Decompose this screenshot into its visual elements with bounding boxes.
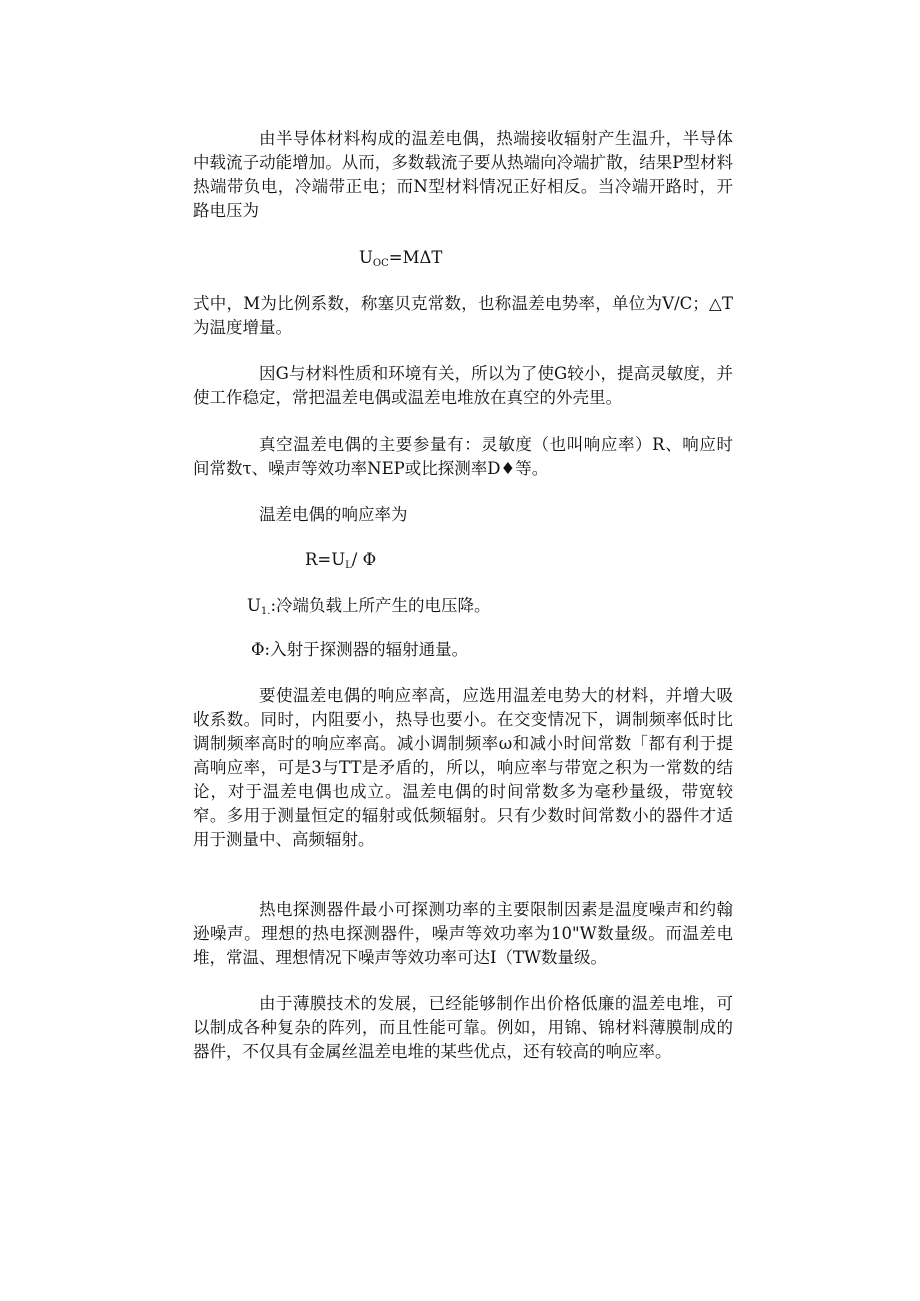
paragraph-seebeck-explanation: 式中，M为比例系数，称塞贝克常数，也称温差电势率，单位为V/C；△T为温度增量。 xyxy=(193,294,733,337)
formula-r-expression: / Φ xyxy=(351,550,377,569)
paragraph-noise-limits: 热电探测器件最小可探测功率的主要限制因素是温度噪声和约翰逊噪声。理想的热电探测器件，噪声等效功率为10"W数量级。而温差电堆，常温、理想情况下噪声等效功率可达I（TW数量级。 xyxy=(193,900,733,967)
formula-r-symbol: R=U xyxy=(305,550,346,569)
formula-uoc-subscript: OC xyxy=(372,258,389,269)
formula-r-subscript: L xyxy=(345,560,352,571)
formula-responsivity xyxy=(305,548,376,578)
paragraph-high-responsivity: 要使温差电偶的响应率高，应选用温差电势大的材料，并增大吸收系数。同时，内阻要小，热导也要小。在交变情况下，调制频率低时比调制频率高时的响应率高。减小调制频率ω和减小时间常数「都有利于提高响应率，可是3与TT是矛盾的，所以，响应率与带宽之积为一常数的结论，对于温差电偶也成立。温差电偶的时间常数多为毫秒量级，带宽较窄。多用于测量恒定的辐射或低频辐射。只有少数时间常数小的器件才适用于测量中、高频辐射。 xyxy=(193,686,733,849)
formula-uoc-expression: =MΔT xyxy=(388,248,443,267)
definition-load-voltage xyxy=(247,594,491,624)
definition-ul-symbol: U xyxy=(247,596,261,615)
definition-ul-subscript: 1. xyxy=(260,606,271,617)
paragraph-thin-film: 由于薄膜技术的发展，已经能够制作出价格低廉的温差电堆，可以制成各种复杂的阵列，而且性能可靠。例如，用锦、锦材料薄膜制成的器件，不仅具有金属丝温差电堆的某些优点，还有较高的响应率。 xyxy=(193,994,733,1061)
paragraph-main-parameters: 真空温差电偶的主要参量有：灵敏度（也叫响应率）R、响应时间常数τ、噪声等效功率NEP或比探测率D♦等。 xyxy=(193,435,733,478)
formula-uoc-symbol: U xyxy=(359,248,373,267)
paragraph-responsivity-intro: 温差电偶的响应率为 xyxy=(259,505,408,524)
definition-ul-text: :冷端负载上所产生的电压降。 xyxy=(270,596,491,615)
paragraph-vacuum-housing: 因G与材料性质和环境有关，所以为了使G较小，提高灵敏度，并使工作稳定，常把温差电偶或温差电堆放在真空的外壳里。 xyxy=(193,364,733,407)
formula-open-circuit-voltage xyxy=(359,246,442,276)
definition-radiant-flux: Φ:入射于探测器的辐射通量。 xyxy=(251,640,469,659)
paragraph-thermocouple-principle: 由半导体材料构成的温差电偶，热端接收辐射产生温升，半导体中载流子动能增加。从而，多数载流子要从热端向冷端扩散，结果P型材料热端带负电，冷端带正电；而N型材料情况正好相反。当冷端开路时，开路电压为 xyxy=(193,129,733,220)
